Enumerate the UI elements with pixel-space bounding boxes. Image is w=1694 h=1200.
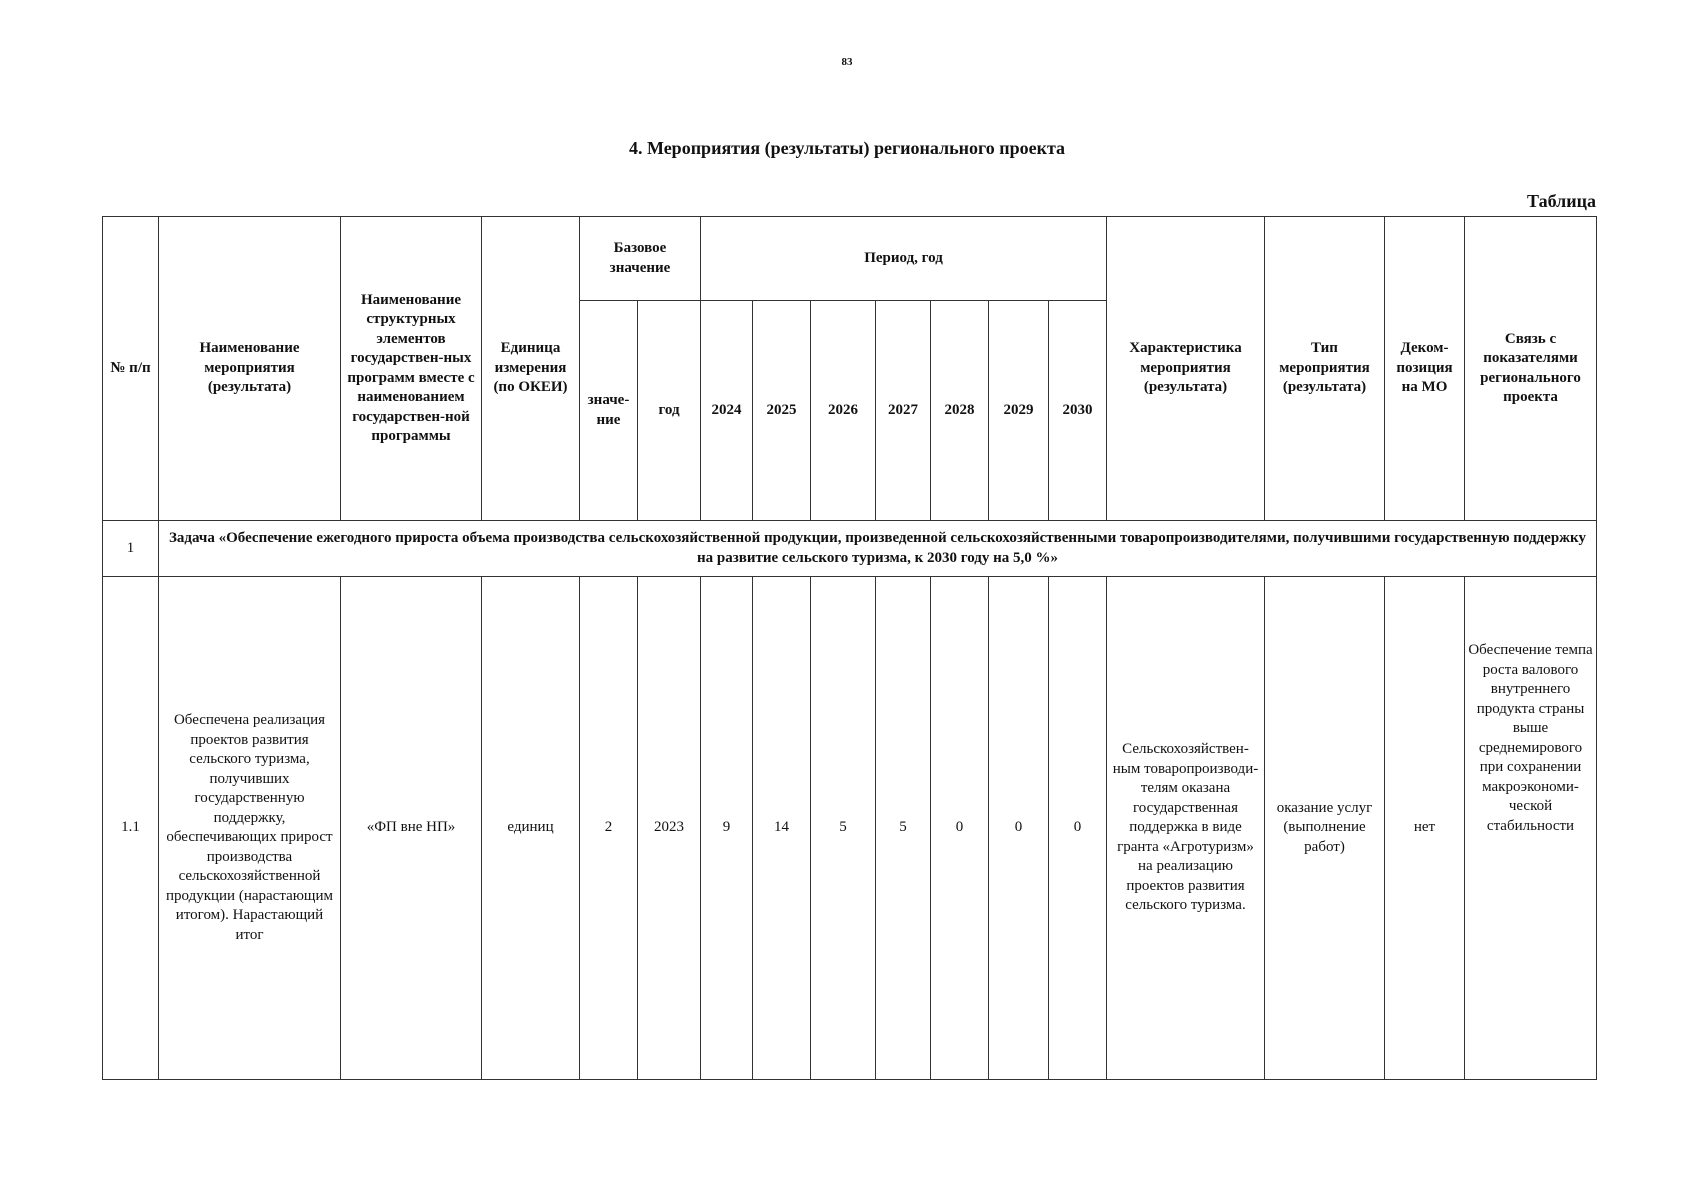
- header-year-2024: 2024: [701, 301, 753, 521]
- task-row: [103, 521, 1597, 577]
- header-row-top: [103, 217, 1597, 301]
- row-value-2030: 0: [1049, 577, 1107, 1080]
- row-value-2029: 0: [989, 577, 1049, 1080]
- header-structural: Наименование структурных элементов государствен-ных программ вместе с наименованием государствен-ной программы: [341, 217, 482, 521]
- task-text: Задача «Обеспечение ежегодного прироста объема производства сельскохозяйственной продукции, произведенной сельскохозяйственными товаропроизводителями, получившими государственную поддержку на развитие сельского туризма, к 2030 году на 5,0 %»: [159, 521, 1597, 577]
- header-period: Период, год: [701, 217, 1107, 301]
- row-characteristic: Сельскохозяйствен-ным товаропроизводи-телям оказана государственная поддержка в виде гранта «Агротуризм» на реализацию проектов развития сельского туризма.: [1107, 577, 1265, 1080]
- task-num: 1: [103, 521, 159, 577]
- page-title: 4. Мероприятия (результаты) регионального проекта: [628, 138, 1066, 158]
- page-number: 83: [841, 56, 853, 68]
- results-table: [102, 216, 1597, 1080]
- row-value-2028: 0: [931, 577, 989, 1080]
- header-unit: Единица измерения (по ОКЕИ): [482, 217, 580, 521]
- header-type: Тип мероприятия (результата): [1265, 217, 1385, 521]
- row-num: 1.1: [103, 577, 159, 1080]
- row-structural: «ФП вне НП»: [341, 577, 482, 1080]
- header-year-2027: 2027: [876, 301, 931, 521]
- row-base-year: 2023: [638, 577, 701, 1080]
- row-type: оказание услуг (выполнение работ): [1265, 577, 1385, 1080]
- header-year-2026: 2026: [811, 301, 876, 521]
- header-characteristic: Характеристика мероприятия (результата): [1107, 217, 1265, 521]
- header-decomposition: Деком-позиция на МО: [1385, 217, 1465, 521]
- table-row: [103, 577, 1597, 1080]
- row-value-2026: 5: [811, 577, 876, 1080]
- row-value-2024: 9: [701, 577, 753, 1080]
- header-year-2030: 2030: [1049, 301, 1107, 521]
- header-base-year: год: [638, 301, 701, 521]
- row-decomposition: нет: [1385, 577, 1465, 1080]
- table-caption: Таблица: [1527, 191, 1596, 211]
- row-value-2027: 5: [876, 577, 931, 1080]
- header-year-2025: 2025: [753, 301, 811, 521]
- header-base: Базовое значение: [580, 217, 701, 301]
- row-name: Обеспечена реализация проектов развития сельского туризма, получивших государственную поддержку, обеспечивающих прирост производства сельскохозяйственной продукции (нарастающим итогом). Нарастающий итог: [159, 577, 341, 1080]
- header-num: № п/п: [103, 217, 159, 521]
- row-value-2025: 14: [753, 577, 811, 1080]
- header-name: Наименование мероприятия (результата): [159, 217, 341, 521]
- header-year-2028: 2028: [931, 301, 989, 521]
- row-link: Обеспечение темпа роста валового внутреннего продукта страны выше среднемирового при сохранении макроэкономи-ческой стабильности: [1465, 577, 1597, 1080]
- header-link: Связь с показателями регионального проекта: [1465, 217, 1597, 521]
- header-year-2029: 2029: [989, 301, 1049, 521]
- row-base-value: 2: [580, 577, 638, 1080]
- header-base-value: значе-ние: [580, 301, 638, 521]
- row-unit: единиц: [482, 577, 580, 1080]
